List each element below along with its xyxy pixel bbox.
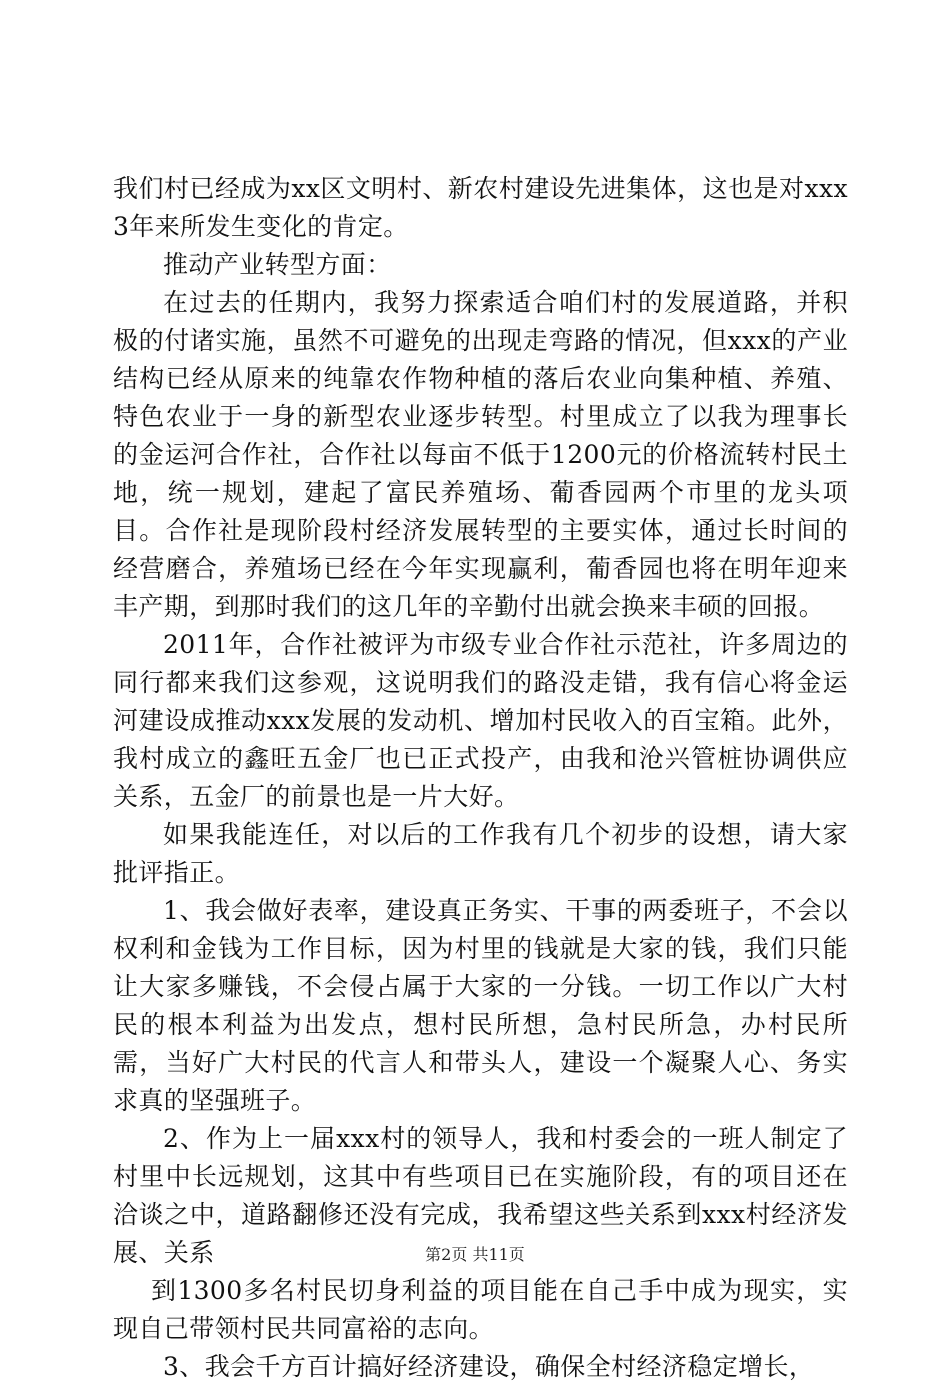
paragraph-4: 2011年，合作社被评为市级专业合作社示范社，许多周边的同行都来我们这参观，这说明我们的路没走错，我有信心将金运河建设成推动xxx发展的发动机、增加村民收入的百宝箱。此外，我村成立的鑫旺五金厂也已正式投产，由我和沧兴管桩协调供应关系，五金厂的前景也是一片大好。 bbox=[113, 630, 848, 811]
paragraph-8: 到1300多名村民切身利益的项目能在自己手中成为现实，实现自己带领村民共同富裕的志向。 bbox=[113, 1276, 848, 1343]
paragraph-6: 1、我会做好表率，建设真正务实、干事的两委班子，不会以权利和金钱为工作目标，因为村里的钱就是大家的钱，我们只能让大家多赚钱，不会侵占属于大家的一分钱。一切工作以广大村民的根本利益为出发点，想村民所想，急村民所急，办村民所需，当好广大村民的代言人和带头人，建设一个凝聚人心、务实求真的坚强班子。 bbox=[113, 896, 848, 1115]
paragraph-2: 推动产业转型方面： bbox=[163, 250, 392, 279]
paragraph-7: 2、作为上一届xxx村的领导人，我和村委会的一班人制定了村里中长远规划，这其中有些项目已在实施阶段，有的项目还在洽谈之中，道路翻修还没有完成，我希望这些关系到xxx村经济发展、关系 bbox=[113, 1124, 848, 1267]
page-number-footer: 第2页 共11页 bbox=[425, 1245, 525, 1264]
paragraph-9: 3、我会千方百计搞好经济建设，确保全村经济稳定增长， bbox=[163, 1352, 815, 1381]
document-body bbox=[113, 170, 848, 1386]
paragraph-5: 如果我能连任，对以后的工作我有几个初步的设想，请大家批评指正。 bbox=[113, 820, 848, 887]
paragraph-3: 在过去的任期内，我努力探索适合咱们村的发展道路，并积极的付诸实施，虽然不可避免的出现走弯路的情况，但xxx的产业结构已经从原来的纯靠农作物种植的落后农业向集种植、养殖、特色农业于一身的新型农业逐步转型。村里成立了以我为理事长的金运河合作社，合作社以每亩不低于1200元的价格流转村民土地，统一规划，建起了富民养殖场、葡香园两个市里的龙头项目。合作社是现阶段村经济发展转型的主要实体，通过长时间的经营磨合，养殖场已经在今年实现赢利，葡香园也将在明年迎来丰产期，到那时我们的这几年的辛勤付出就会换来丰硕的回报。 bbox=[113, 288, 848, 621]
paragraph-1: 我们村已经成为xx区文明村、新农村建设先进集体，这也是对xxx3年来所发生变化的肯定。 bbox=[113, 174, 848, 241]
